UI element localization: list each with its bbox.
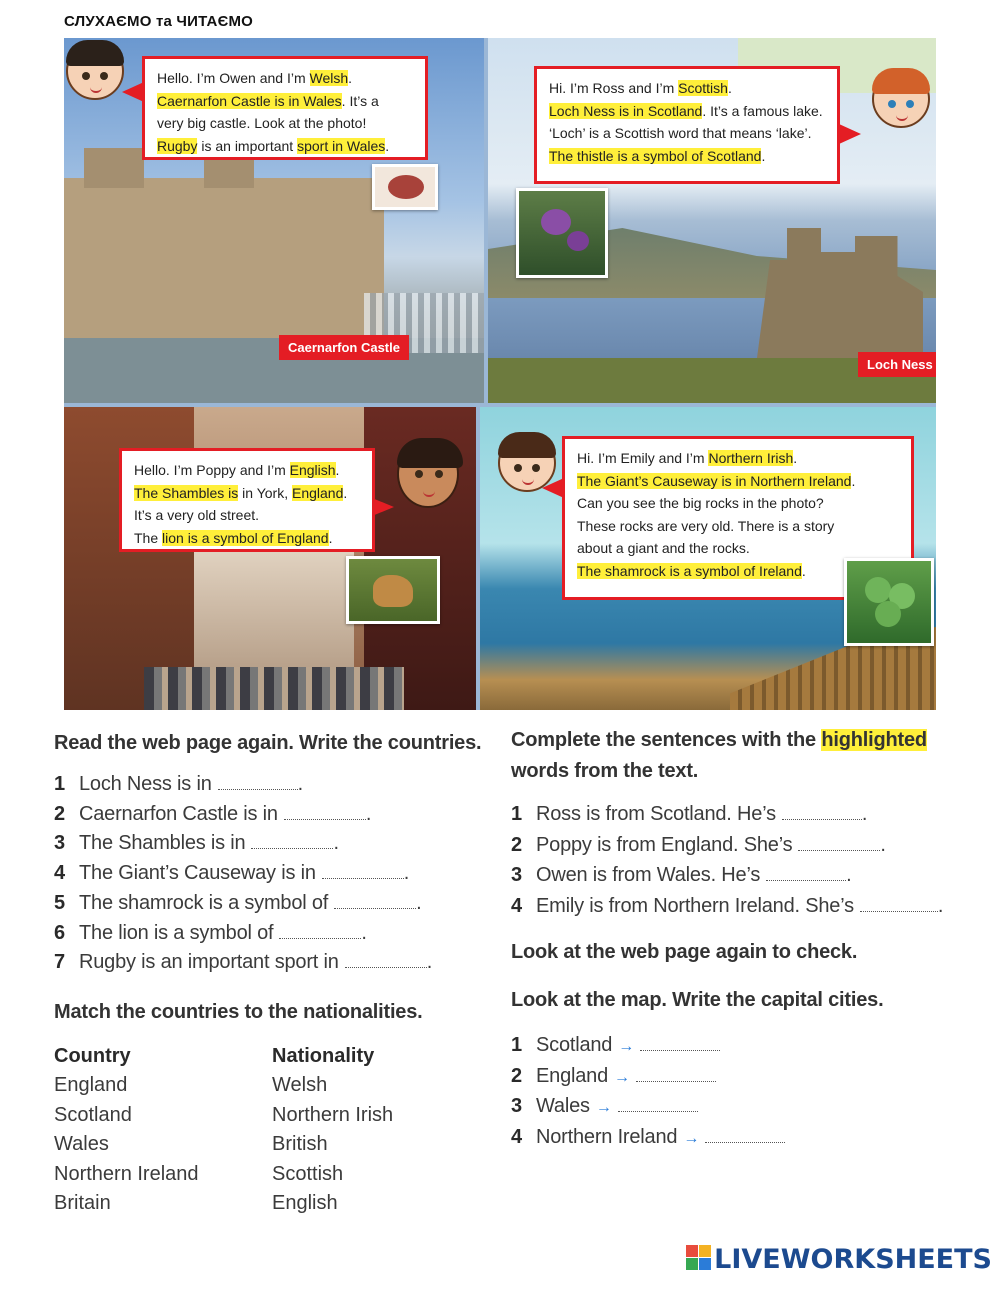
nationality-cell[interactable]: Northern Irish bbox=[272, 1103, 394, 1126]
sentence-period: . bbox=[880, 833, 886, 856]
arrow-icon: → bbox=[595, 1099, 612, 1116]
bubble-line bbox=[157, 135, 413, 158]
sentence-period: . bbox=[937, 894, 944, 917]
liveworksheets-logo bbox=[686, 1244, 992, 1275]
highlighted-text: lion is a symbol of England bbox=[162, 529, 329, 546]
item-text: Rugby is an important sport in bbox=[79, 951, 339, 974]
exercise-item bbox=[511, 895, 943, 918]
answer-blank[interactable] bbox=[334, 892, 416, 909]
highlighted-text: Scottish bbox=[678, 80, 728, 96]
bubble-line bbox=[157, 112, 413, 135]
bubble-tail bbox=[372, 498, 394, 516]
item-text: The lion is a symbol of bbox=[79, 921, 274, 944]
bubble-line bbox=[577, 447, 899, 470]
item-text: Caernarfon Castle is in bbox=[79, 802, 278, 825]
bubble-text: . bbox=[793, 450, 798, 466]
bubble-text: Hello. I’m Poppy and I’m bbox=[134, 462, 290, 478]
answer-blank[interactable] bbox=[766, 864, 846, 881]
exercise-item bbox=[511, 1126, 785, 1149]
bubble-text: . It’s a bbox=[341, 92, 379, 109]
bubble-line bbox=[549, 122, 825, 145]
nationality-column-header: Nationality bbox=[272, 1045, 375, 1067]
item-number: 3 bbox=[511, 1095, 522, 1117]
bubble-text: The bbox=[134, 529, 163, 546]
owen-avatar bbox=[66, 42, 124, 100]
exercise-4-heading: Look at the map. Write the capital cities. bbox=[511, 989, 884, 1011]
answer-blank[interactable] bbox=[251, 832, 333, 849]
bubble-line bbox=[157, 67, 413, 90]
item-text: Owen is from Wales. He’s bbox=[536, 864, 761, 886]
bubble-text: . bbox=[851, 472, 856, 489]
exercise-item bbox=[511, 803, 867, 826]
bubble-line bbox=[577, 470, 899, 493]
country-column-header: Country bbox=[54, 1045, 131, 1067]
highlighted-text: Loch Ness is in Scotland bbox=[549, 102, 703, 119]
bubble-line bbox=[134, 504, 360, 527]
answer-blank[interactable] bbox=[640, 1034, 720, 1051]
item-number: 1 bbox=[511, 1034, 522, 1056]
web-page-collage bbox=[64, 38, 936, 710]
nationality-cell[interactable]: English bbox=[272, 1192, 338, 1214]
bubble-text: . bbox=[348, 70, 353, 86]
highlighted-text: Northern Irish bbox=[708, 450, 794, 466]
item-text: Scotland bbox=[536, 1034, 613, 1056]
highlighted-text: England bbox=[291, 484, 344, 501]
bubble-text: Hi. I’m Ross and I’m bbox=[549, 80, 679, 96]
item-text: Ross is from Scotland. He’s bbox=[536, 803, 776, 825]
item-text: Loch Ness is in bbox=[79, 773, 212, 795]
item-number: 7 bbox=[54, 951, 65, 974]
bubble-text: . bbox=[761, 147, 766, 164]
item-number: 4 bbox=[511, 1125, 522, 1148]
bubble-tail bbox=[122, 82, 144, 102]
item-text: England bbox=[536, 1064, 608, 1087]
item-text: Emily is from Northern Ireland. She’s bbox=[536, 894, 854, 917]
lion-photo bbox=[346, 556, 440, 624]
bubble-line bbox=[549, 145, 825, 168]
item-number: 2 bbox=[511, 833, 522, 856]
answer-blank[interactable] bbox=[860, 895, 938, 912]
bubble-line bbox=[134, 459, 360, 482]
bubble-line bbox=[577, 537, 899, 560]
answer-blank[interactable] bbox=[322, 862, 404, 879]
exercise-item bbox=[54, 773, 303, 796]
highlighted-text: Rugby bbox=[157, 137, 198, 154]
item-number: 3 bbox=[54, 832, 65, 855]
rugby-ball-photo bbox=[372, 164, 438, 210]
item-number: 3 bbox=[511, 864, 522, 886]
bubble-text: very big castle. Look at the photo! bbox=[157, 115, 367, 131]
exercise-item bbox=[511, 834, 886, 857]
sentence-period: . bbox=[426, 951, 433, 974]
sentence-period: . bbox=[403, 862, 410, 885]
exercise-item bbox=[54, 892, 422, 915]
highlighted-text: Welsh bbox=[309, 70, 349, 86]
highlighted-text: The Shambles is bbox=[134, 484, 239, 501]
country-cell[interactable]: Wales bbox=[54, 1133, 109, 1155]
answer-blank[interactable] bbox=[636, 1065, 716, 1082]
bubble-text: is an important bbox=[197, 137, 298, 154]
sentence-period: . bbox=[333, 832, 339, 855]
highlighted-text: English bbox=[289, 462, 336, 478]
exercise-item bbox=[511, 1095, 698, 1118]
item-text: The Shambles is in bbox=[79, 832, 246, 855]
highlighted-text: The Giant’s Causeway is in Northern Ireland bbox=[577, 472, 852, 489]
bubble-text: about a giant and the rocks. bbox=[577, 540, 750, 556]
thistle-photo bbox=[516, 188, 608, 278]
highlighted-text: The shamrock is a symbol of Ireland bbox=[577, 562, 802, 579]
sentence-period: . bbox=[365, 802, 372, 825]
bubble-text: Hello. I’m Owen and I’m bbox=[157, 70, 310, 86]
sentence-period: . bbox=[361, 921, 367, 944]
exercise-item bbox=[54, 803, 371, 826]
heading-text: Complete the sentences with the bbox=[511, 729, 822, 751]
bubble-text: ‘Loch’ is a Scottish word that means ‘lake’. bbox=[549, 125, 812, 141]
highlighted-text: The thistle is a symbol of Scotland bbox=[549, 147, 762, 164]
item-number: 4 bbox=[511, 894, 522, 917]
item-text: Northern Ireland bbox=[536, 1125, 678, 1148]
item-number: 4 bbox=[54, 862, 65, 885]
arrow-icon: → bbox=[683, 1129, 700, 1147]
loch-ness-tag: Loch Ness bbox=[858, 352, 936, 377]
exercise-item bbox=[54, 862, 409, 885]
item-number: 2 bbox=[511, 1064, 522, 1087]
answer-blank[interactable] bbox=[705, 1126, 785, 1143]
bubble-text: . bbox=[385, 137, 390, 154]
item-text: The shamrock is a symbol of bbox=[79, 891, 329, 914]
item-text: Poppy is from England. She’s bbox=[536, 833, 793, 856]
bubble-line bbox=[134, 527, 360, 550]
answer-blank[interactable] bbox=[218, 773, 298, 790]
highlighted-word: highlighted bbox=[821, 729, 927, 751]
bubble-tail bbox=[839, 124, 861, 144]
exercise-item bbox=[511, 1065, 716, 1088]
exercise-item bbox=[54, 922, 367, 945]
exercise-item bbox=[511, 864, 852, 887]
nationality-cell[interactable]: Welsh bbox=[272, 1074, 328, 1096]
item-number: 6 bbox=[54, 921, 65, 944]
country-cell[interactable]: Northern Ireland bbox=[54, 1162, 199, 1185]
bubble-text: . bbox=[727, 80, 732, 96]
bubble-line bbox=[549, 77, 825, 100]
sentence-period: . bbox=[861, 803, 868, 825]
page-title: СЛУХАЄМО та ЧИТАЄМО bbox=[64, 13, 254, 30]
answer-blank[interactable] bbox=[798, 834, 880, 851]
liveworksheets-logo-icon bbox=[686, 1245, 712, 1271]
item-number: 2 bbox=[54, 802, 65, 825]
bubble-tail bbox=[542, 478, 564, 498]
arrow-icon: → bbox=[618, 1038, 635, 1055]
arrow-icon: → bbox=[614, 1068, 630, 1086]
sentence-period: . bbox=[297, 773, 303, 795]
answer-blank[interactable] bbox=[345, 951, 427, 968]
ross-speech-bubble bbox=[534, 66, 840, 184]
ross-avatar bbox=[872, 70, 930, 128]
sentence-period: . bbox=[416, 891, 422, 914]
exercise-item bbox=[54, 951, 432, 974]
sentence-period: . bbox=[846, 864, 852, 886]
owen-speech-bubble bbox=[142, 56, 428, 160]
country-cell[interactable]: Scotland bbox=[54, 1103, 132, 1126]
country-cell[interactable]: England bbox=[54, 1074, 128, 1096]
exercise-1-heading: Read the web page again. Write the countries. bbox=[54, 732, 482, 754]
bubble-line bbox=[549, 100, 825, 123]
item-number: 1 bbox=[511, 803, 522, 825]
bubble-text: These rocks are very old. There is a story bbox=[577, 517, 835, 534]
bubble-text: Hi. I’m Emily and I’m bbox=[577, 450, 709, 466]
bubble-text: . bbox=[328, 529, 333, 546]
exercise-item bbox=[511, 1034, 720, 1057]
exercise-3-heading-line2: words from the text. bbox=[511, 760, 699, 782]
item-text: The Giant’s Causeway is in bbox=[79, 862, 316, 885]
answer-blank[interactable] bbox=[782, 803, 862, 820]
nationality-cell[interactable]: Scottish bbox=[272, 1162, 344, 1185]
item-number: 5 bbox=[54, 891, 65, 914]
country-cell[interactable]: Britain bbox=[54, 1192, 111, 1214]
exercise-3-heading bbox=[511, 729, 927, 752]
crowd bbox=[144, 667, 404, 710]
logo-text: LIVEWORKSHEETS bbox=[714, 1244, 992, 1275]
bubble-text: . bbox=[801, 562, 806, 579]
exercise-2-heading: Match the countries to the nationalities. bbox=[54, 1001, 423, 1023]
nationality-cell[interactable]: British bbox=[272, 1133, 328, 1155]
item-number: 1 bbox=[54, 773, 65, 795]
highlighted-text: Caernarfon Castle is in Wales bbox=[157, 92, 342, 109]
bubble-line bbox=[577, 515, 899, 538]
bubble-text: in York, bbox=[238, 484, 292, 501]
poppy-speech-bubble bbox=[119, 448, 375, 552]
bubble-text: Can you see the big rocks in the photo? bbox=[577, 495, 824, 511]
castle-shape bbox=[64, 178, 384, 358]
answer-blank[interactable] bbox=[279, 922, 361, 939]
bubble-line bbox=[134, 482, 360, 505]
bubble-text: . bbox=[335, 462, 340, 478]
bubble-text: . bbox=[343, 484, 348, 501]
answer-blank[interactable] bbox=[284, 803, 366, 820]
bubble-text: It’s a very old street. bbox=[134, 507, 260, 523]
shamrock-photo bbox=[844, 558, 934, 646]
item-text: Wales bbox=[536, 1095, 590, 1117]
check-instruction: Look at the web page again to check. bbox=[511, 941, 858, 963]
bubble-text: . It’s a famous lake. bbox=[702, 102, 823, 119]
exercise-item bbox=[54, 832, 339, 855]
highlighted-text: sport in Wales bbox=[297, 137, 386, 154]
poppy-avatar bbox=[397, 440, 459, 508]
bubble-line bbox=[577, 492, 899, 515]
bubble-line bbox=[157, 90, 413, 113]
answer-blank[interactable] bbox=[618, 1095, 698, 1112]
caernarfon-castle-tag: Caernarfon Castle bbox=[279, 335, 409, 360]
